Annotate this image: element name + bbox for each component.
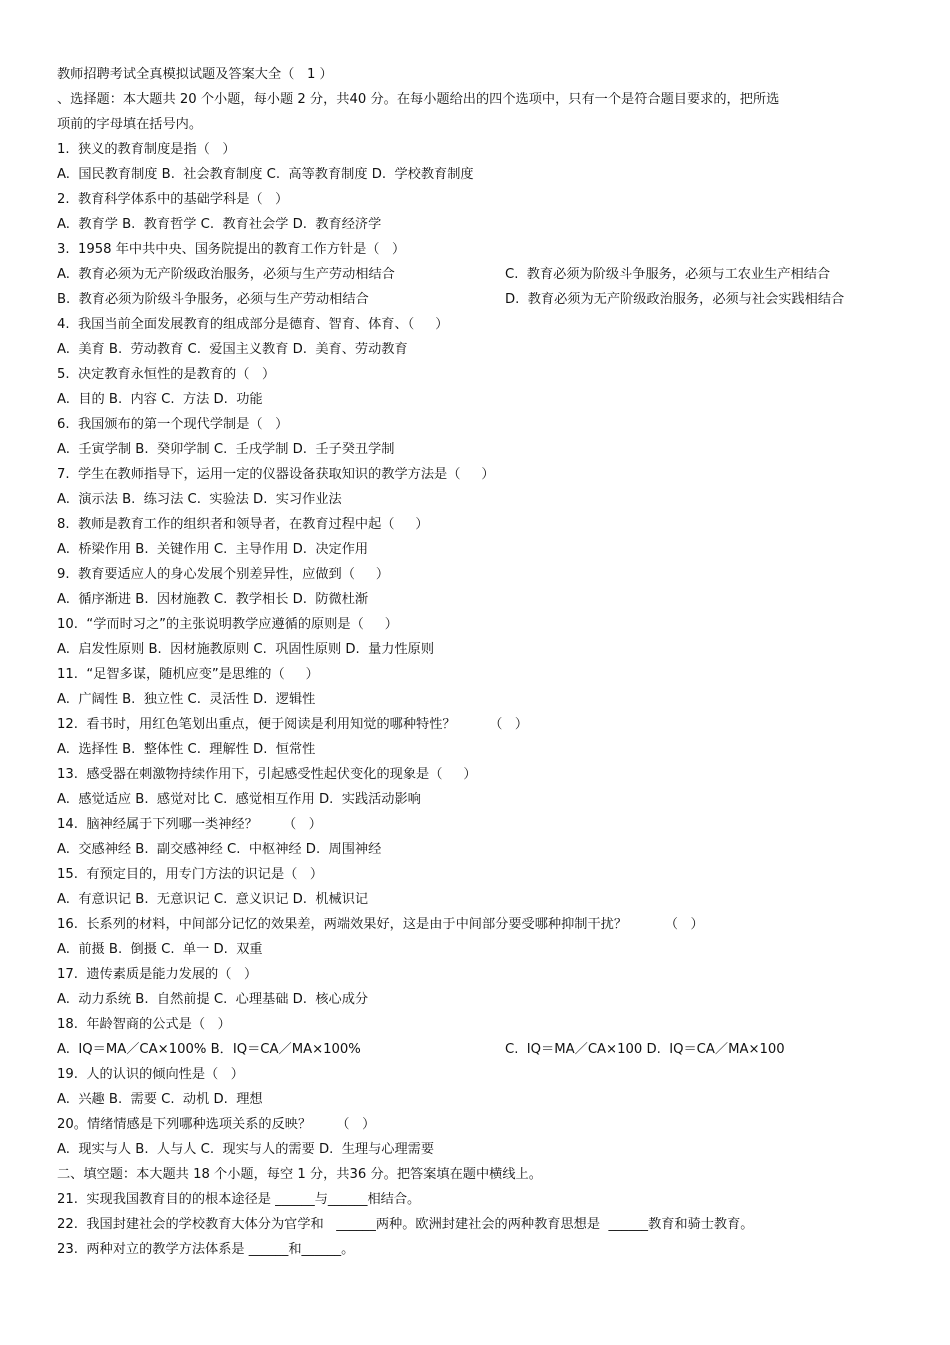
question-22: 22. 我国封建社会的学校教育大体分为官学和 ______两种。欧洲封建社会的两种教育思想是 ______教育和骑士教育。 <box>57 1217 754 1232</box>
document-title: 教师招聘考试全真模拟试题及答案大全（ 1 ） <box>57 67 333 82</box>
question-15-options: A. 有意识记 B. 无意识记 C. 意义识记 D. 机械识记 <box>57 892 369 907</box>
question-4-options: A. 美育 B. 劳动教育 C. 爱国主义教育 D. 美育、劳动教育 <box>57 342 408 357</box>
question-10: 10. “学而时习之”的主张说明教学应遵循的原则是（ ） <box>57 617 398 632</box>
question-17: 17. 遗传素质是能力发展的（ ） <box>57 967 258 982</box>
question-13: 13. 感受器在刺激物持续作用下，引起感受性起伏变化的现象是（ ） <box>57 767 477 782</box>
question-12-options: A. 选择性 B. 整体性 C. 理解性 D. 恒常性 <box>57 742 316 757</box>
question-15: 15. 有预定目的，用专门方法的识记是（ ） <box>57 867 324 882</box>
question-5: 5. 决定教育永恒性的是教育的（ ） <box>57 367 276 382</box>
question-4: 4. 我国当前全面发展教育的组成部分是德育、智育、体育、（ ） <box>57 317 449 332</box>
question-20: 20。情绪情感是下列哪种选项关系的反映？ （ ） <box>57 1117 376 1132</box>
section-two-instructions: 二、填空题：本大题共 18 个小题，每空 1 分，共36 分。把答案填在题中横线上。 <box>57 1167 542 1182</box>
question-3-option-a: A. 教育必须为无产阶级政治服务，必须与生产劳动相结合 <box>57 267 395 282</box>
question-14: 14. 脑神经属于下列哪一类神经？ （ ） <box>57 817 322 832</box>
question-3-option-b: B. 教育必须为阶级斗争服务，必须与生产劳动相结合 <box>57 292 369 307</box>
question-1-options: A. 国民教育制度 B. 社会教育制度 C. 高等教育制度 D. 学校教育制度 <box>57 167 474 182</box>
question-6: 6. 我国颁布的第一个现代学制是（ ） <box>57 417 289 432</box>
question-19-options: A. 兴趣 B. 需要 C. 动机 D. 理想 <box>57 1092 263 1107</box>
question-7-options: A. 演示法 B. 练习法 C. 实验法 D. 实习作业法 <box>57 492 342 507</box>
question-7: 7. 学生在教师指导下，运用一定的仪器设备获取知识的教学方法是（ ） <box>57 467 495 482</box>
question-11-options: A. 广阔性 B. 独立性 C. 灵活性 D. 逻辑性 <box>57 692 316 707</box>
question-16: 16. 长系列的材料，中间部分记忆的效果差，两端效果好，这是由于中间部分要受哪种抑制干扰？ （ ） <box>57 917 704 932</box>
question-3-option-d: D. 教育必须为无产阶级政治服务，必须与社会实践相结合 <box>505 292 845 307</box>
question-6-options: A. 壬寅学制 B. 癸卯学制 C. 壬戌学制 D. 壬子癸丑学制 <box>57 442 395 457</box>
question-9-options: A. 循序渐进 B. 因材施教 C. 教学相长 D. 防微杜渐 <box>57 592 369 607</box>
question-11: 11. “足智多谋，随机应变”是思维的（ ） <box>57 667 319 682</box>
question-9: 9. 教育要适应人的身心发展个别差异性，应做到（ ） <box>57 567 390 582</box>
question-8-options: A. 桥梁作用 B. 关键作用 C. 主导作用 D. 决定作用 <box>57 542 369 557</box>
question-2: 2. 教育科学体系中的基础学科是（ ） <box>57 192 289 207</box>
question-18: 18. 年龄智商的公式是（ ） <box>57 1017 231 1032</box>
question-14-options: A. 交感神经 B. 副交感神经 C. 中枢神经 D. 周围神经 <box>57 842 382 857</box>
question-12: 12. 看书时，用红色笔划出重点，便于阅读是利用知觉的哪种特性？ （ ） <box>57 717 529 732</box>
section-one-instructions: 、选择题：本大题共 20 个小题，每小题 2 分，共40 分。在每小题给出的四个选项中，只有一个是符合题目要求的，把所选 <box>57 92 780 107</box>
question-16-options: A. 前摄 B. 倒摄 C. 单一 D. 双重 <box>57 942 263 957</box>
question-5-options: A. 目的 B. 内容 C. 方法 D. 功能 <box>57 392 263 407</box>
question-13-options: A. 感觉适应 B. 感觉对比 C. 感觉相互作用 D. 实践活动影响 <box>57 792 421 807</box>
question-23: 23. 两种对立的教学方法体系是 ______和______。 <box>57 1242 355 1257</box>
question-21: 21. 实现我国教育目的的根本途径是 ______与______相结合。 <box>57 1192 421 1207</box>
question-20-options: A. 现实与人 B. 人与人 C. 现实与人的需要 D. 生理与心理需要 <box>57 1142 435 1157</box>
question-3-option-c: C. 教育必须为阶级斗争服务，必须与工农业生产相结合 <box>505 267 831 282</box>
question-2-options: A. 教育学 B. 教育哲学 C. 教育社会学 D. 教育经济学 <box>57 217 382 232</box>
question-8: 8. 教师是教育工作的组织者和领导者，在教育过程中起（ ） <box>57 517 429 532</box>
question-1: 1. 狭义的教育制度是指（ ） <box>57 142 236 157</box>
question-19: 19. 人的认识的倾向性是（ ） <box>57 1067 244 1082</box>
question-18-options-cd: C. IQ＝MA／CA×100 D. IQ＝CA／MA×100 <box>505 1042 785 1057</box>
question-18-options-ab: A. IQ＝MA／CA×100% B．IQ＝CA／MA×100% <box>57 1042 361 1057</box>
question-17-options: A. 动力系统 B. 自然前提 C. 心理基础 D. 核心成分 <box>57 992 369 1007</box>
section-one-instructions-cont: 项前的字母填在括号内。 <box>57 117 203 132</box>
question-10-options: A. 启发性原则 B. 因材施教原则 C. 巩固性原则 D. 量力性原则 <box>57 642 435 657</box>
question-3: 3. 1958 年中共中央、国务院提出的教育工作方针是（ ） <box>57 242 406 257</box>
